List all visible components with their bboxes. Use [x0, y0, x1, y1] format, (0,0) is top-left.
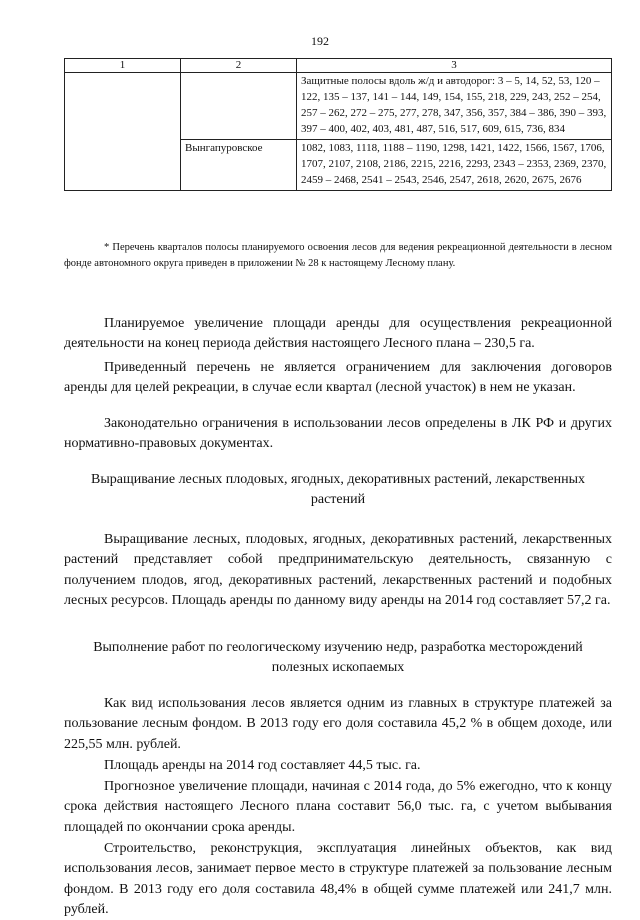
paragraph-list-not-limiting: Приведенный перечень не является ограничением для заключения договоров аренды для целей рекреации, в случае если квартал (лесной участок) в нем не указан. — [64, 360, 612, 396]
table-cell-quarters: Защитные полосы вдоль ж/д и автодорог: 3 – 5, 14, 52, 53, 120 – 122, 135 – 137, 141 – 144, 149, 154, 155, 218, 229, 243, 252 – 254, 257 – 262, 272 – 275, 277, 278, 347, 356, 357, 384 – 386, 390 – 393, 397 – 400, 402, 403, 481, 487, 516, 517, 609, 615, 736, 834 — [297, 73, 612, 140]
section-heading-geology: Выполнение работ по геологическому изучению недр, разработка месторождений полезных ископаемых — [93, 640, 583, 676]
table-footnote: * Перечень кварталов полосы планируемого освоения лесов для ведения рекреационной деятельности в лесном фонде автономного округа приведен в приложении № 28 к настоящему Лесному плану. — [64, 242, 612, 269]
table-header-col1: 1 — [65, 59, 181, 73]
table-cell-forestry: Вынгапуровское — [181, 139, 297, 190]
section-heading-plants: Выращивание лесных плодовых, ягодных, декоративных растений, лекарственных растений — [91, 472, 585, 508]
table-cell-col2 — [181, 73, 297, 140]
paragraph-linear-objects: Строительство, реконструкция, эксплуатация линейных объектов, как вид использования лесов, занимает первое место в структуре платежей за пользование лесным фондом. В 2013 году его доля составила 48,4% в общей сумме платежей или 241,7 млн. рублей. — [64, 841, 612, 917]
paragraph-rent-increase: Планируемое увеличение площади аренды для осуществления рекреационной деятельности на конец периода действия настоящего Лесного плана – 230,5 га. — [64, 316, 612, 352]
table-header-col3: 3 — [297, 59, 612, 73]
table-header-row — [65, 59, 612, 73]
table-header-col2: 2 — [181, 59, 297, 73]
page-number: 192 — [311, 34, 329, 48]
paragraph-plants: Выращивание лесных, плодовых, ягодных, декоративных растений, лекарственных растений представляет собой предпринимательскую деятельность, связанную с получением плодов, ягод, декоративных растений, лекарственных растений и подобных лесных ресурсов. Площадь аренды по данному виду аренды на 2014 год составляет 57,2 га. — [64, 532, 612, 608]
paragraph-legal-restrictions: Законодательно ограничения в использовании лесов определены в ЛК РФ и других нормативно-правовых документах. — [64, 416, 612, 452]
table-cell-col1 — [65, 73, 181, 191]
paragraph-geology-area: Площадь аренды на 2014 год составляет 44,5 тыс. га. — [104, 758, 421, 773]
table-row — [65, 73, 612, 140]
forest-quarters-table — [64, 58, 612, 191]
paragraph-geology-share: Как вид использования лесов является одним из главных в структуре платежей за пользование лесным фондом. В 2013 году его доля составила 45,2 % в общем доходе, или 225,55 млн. рублей. — [64, 696, 612, 752]
table-cell-quarters: 1082, 1083, 1118, 1188 – 1190, 1298, 1421, 1422, 1566, 1567, 1706, 1707, 2107, 2108, 2186, 2215, 2216, 2293, 2343 – 2353, 2369, 2370, 2459 – 2468, 2541 – 2543, 2546, 2547, 2618, 2620, 2675, 2676 — [297, 139, 612, 190]
paragraph-geology-forecast: Прогнозное увеличение площади, начиная с 2014 года, до 5% ежегодно, что к концу срока действия настоящего Лесного плана составит 56,0 тыс. га, с учетом выбывания площадей по окончании срока аренды. — [64, 779, 612, 835]
